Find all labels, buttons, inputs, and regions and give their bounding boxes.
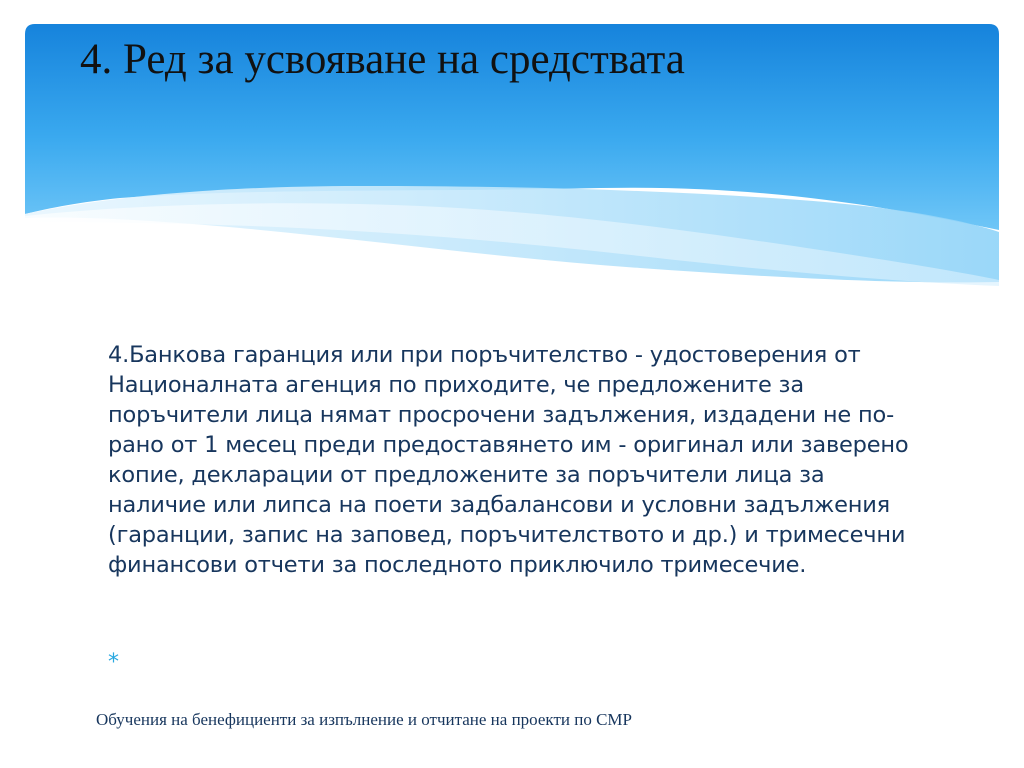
slide-content (108, 340, 928, 580)
body-paragraph: 4.Банкова гаранция или при поръчителство - удостоверения от Националната агенция по приходите, че предложените за поръчители лица нямат просрочени задължения, издадени не по-рано от 1 месец преди предоставянето им - оригинал или заверено копие, декларации от предложените за поръчители лица за наличие или липса на поети задбалансови и условни задължения (гаранции, запис на заповед, поръчителството и др.) и тримесечни финансови отчети за последното приключило тримесечие. (108, 342, 909, 578)
slide-title: 4. Ред за усвояване на средствата (80, 36, 685, 83)
slide-footer: Обучения на бенефициенти за изпълнение и отчитане на проекти по СМР (96, 710, 632, 729)
asterisk-icon: * (108, 650, 119, 675)
